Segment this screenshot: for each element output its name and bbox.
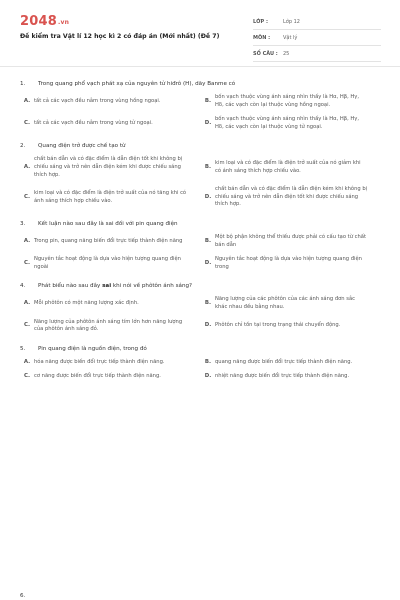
question-number: 3. xyxy=(20,220,26,227)
option-c[interactable] xyxy=(20,186,201,209)
option-letter: D. xyxy=(204,119,212,126)
question-stem xyxy=(20,220,380,228)
option-text: cơ năng được biến đổi trực tiếp thành điện năng. xyxy=(34,373,161,380)
option-letter: D. xyxy=(204,322,212,329)
question-stem xyxy=(20,282,380,290)
meta-question-count xyxy=(253,46,381,62)
option-letter: A. xyxy=(23,300,31,307)
option-text: tất cả các vạch đều nằm trong vùng tử ngoại. xyxy=(34,119,153,126)
option-a[interactable] xyxy=(20,156,201,179)
option-letter: C. xyxy=(23,193,30,200)
question-3 xyxy=(20,220,380,271)
option-text: Năng lượng của các phôtôn của các ánh sáng đơn sắc khác nhau đều bằng nhau. xyxy=(215,296,355,310)
question-number: 4. xyxy=(20,283,26,290)
option-c[interactable] xyxy=(20,116,201,131)
question-2 xyxy=(20,142,380,209)
question-text-part: khi nói về phôtôn ánh sáng? xyxy=(111,283,193,290)
question-number: 2. xyxy=(20,143,26,150)
option-text: hóa năng được biến đổi trực tiếp thành điện năng. xyxy=(34,358,165,365)
option-letter: D. xyxy=(204,259,212,266)
option-b[interactable] xyxy=(201,234,380,249)
option-text: tất cả các vạch đều nằm trong vùng hồng ngoại. xyxy=(34,97,161,104)
option-b[interactable] xyxy=(201,296,380,311)
option-letter: C. xyxy=(23,373,30,380)
option-text: quang năng được biến đổi trực tiếp thành điện năng. xyxy=(215,358,353,365)
option-text: nhiệt năng được biến đổi trực tiếp thành điện năng. xyxy=(215,373,350,380)
option-text: kim loại và có đặc điểm là điện trở suất của nó giảm khi có ánh sáng thích hợp chiếu vào. xyxy=(215,160,361,174)
option-letter: C. xyxy=(23,259,30,266)
site-logo[interactable] xyxy=(20,14,69,29)
option-letter: B. xyxy=(204,237,212,244)
logo-main: 2048 xyxy=(20,14,57,29)
question-stem xyxy=(20,345,380,353)
exam-meta xyxy=(253,14,381,62)
option-letter: A. xyxy=(23,97,31,104)
logo-suffix: .vn xyxy=(57,19,70,26)
option-text: Năng lượng của phôtôn ánh sáng tím lớn hơn năng lượng của phôtôn ánh sáng đỏ. xyxy=(34,318,183,333)
question-emphasis: sai xyxy=(102,283,112,290)
option-c[interactable] xyxy=(20,319,201,334)
question-text: Pin quang điện là nguồn điện, trong đó xyxy=(38,345,147,352)
meta-label: LỚP : xyxy=(253,18,268,25)
question-text xyxy=(38,282,192,290)
option-d[interactable] xyxy=(201,373,380,381)
question-list xyxy=(20,80,380,392)
question-stem xyxy=(20,142,380,150)
option-text: bốn vạch thuộc vùng ánh sáng nhìn thấy là Hα, Hβ, Hγ, Hδ, các vạch còn lại thuộc vùng tử ngoại. xyxy=(215,116,360,130)
option-letter: C. xyxy=(23,119,30,126)
question-stem xyxy=(20,80,380,88)
option-letter: A. xyxy=(23,163,31,170)
option-text: Nguyên tắc hoạt động là dựa vào hiện tượng quang điện trong xyxy=(215,256,362,270)
option-a[interactable] xyxy=(20,234,201,249)
meta-class xyxy=(253,14,381,30)
option-text: Một bộ phận không thể thiếu được phải có cấu tạo từ chất bán dẫn xyxy=(215,233,366,248)
question-text: Kết luận nào sau đây là sai đối với pin quang điện xyxy=(38,220,178,227)
option-text: chất bán dẫn và có đặc điểm là dẫn điện tốt khi không bị chiếu sáng và trở nên dẫn điện kém khi được chiếu sáng thích hợp. xyxy=(34,156,183,178)
meta-label: MÔN : xyxy=(253,34,271,41)
option-c[interactable] xyxy=(20,256,201,271)
question-text-part: Phát biểu nào sau đây xyxy=(38,283,103,290)
meta-value: 25 xyxy=(283,50,290,57)
question-4 xyxy=(20,282,380,333)
exam-title: Đề kiểm tra Vật lí 12 học kì 2 có đáp án (Mới nhất) (Đề 7) xyxy=(20,33,220,40)
option-b[interactable] xyxy=(201,94,380,109)
question-5 xyxy=(20,345,380,381)
option-text: Mỗi phôtôn có một năng lượng xác định. xyxy=(34,300,139,307)
meta-value: Lớp 12 xyxy=(283,18,300,25)
option-letter: B. xyxy=(204,358,212,365)
question-1 xyxy=(20,80,380,131)
meta-label: SỐ CÂU : xyxy=(253,50,278,57)
question-6-number: 6. xyxy=(20,593,26,599)
options xyxy=(20,156,380,209)
option-text: bốn vạch thuộc vùng ánh sáng nhìn thấy là Hα, Hβ, Hγ, Hδ, các vạch còn lại thuộc vùng hồng ngoại. xyxy=(215,94,360,108)
option-text: kim loại và có đặc điểm là điện trở suất của nó tăng khi có ánh sáng thích hợp chiếu vào. xyxy=(34,189,187,204)
question-text: Trong quang phổ vạch phát xạ của nguyên tử hiđrô (H), dãy Banme có xyxy=(38,81,236,87)
option-d[interactable] xyxy=(201,319,380,334)
option-a[interactable] xyxy=(20,296,201,311)
option-letter: B. xyxy=(204,300,212,307)
options xyxy=(20,234,380,271)
options xyxy=(20,359,380,381)
question-text: Quang điện trở được chế tạo từ xyxy=(38,143,126,150)
option-letter: D. xyxy=(204,193,212,200)
option-text: chất bán dẫn và có đặc điểm là dẫn điện kém khi không bị chiếu sáng và trở nên dẫn điện tốt khi được chiếu sáng thích hợp. xyxy=(215,186,368,208)
option-d[interactable] xyxy=(201,256,380,271)
option-c[interactable] xyxy=(20,373,201,381)
option-text: Phôtôn chỉ tồn tại trong trạng thái chuyển động. xyxy=(215,322,341,329)
option-letter: B. xyxy=(204,97,212,104)
option-a[interactable] xyxy=(20,359,201,367)
option-a[interactable] xyxy=(20,94,201,109)
option-letter: A. xyxy=(23,237,31,244)
header-divider xyxy=(0,66,400,67)
question-number: 1. xyxy=(20,81,26,87)
option-text: Nguyên tắc hoạt động là dựa vào hiện tượng quang điện ngoài xyxy=(34,256,181,270)
option-letter: A. xyxy=(23,358,31,365)
option-b[interactable] xyxy=(201,359,380,367)
option-d[interactable] xyxy=(201,186,380,209)
option-letter: B. xyxy=(204,163,212,170)
option-b[interactable] xyxy=(201,156,380,179)
meta-value: Vật lý xyxy=(283,34,298,41)
option-letter: C. xyxy=(23,322,30,329)
options xyxy=(20,296,380,333)
options xyxy=(20,94,380,131)
header xyxy=(0,0,400,66)
option-text: Trong pin, quang năng biến đổi trực tiếp thành điện năng xyxy=(34,237,183,244)
option-d[interactable] xyxy=(201,116,380,131)
question-number: 5. xyxy=(20,345,26,352)
meta-subject xyxy=(253,30,381,46)
option-letter: D. xyxy=(204,373,212,380)
